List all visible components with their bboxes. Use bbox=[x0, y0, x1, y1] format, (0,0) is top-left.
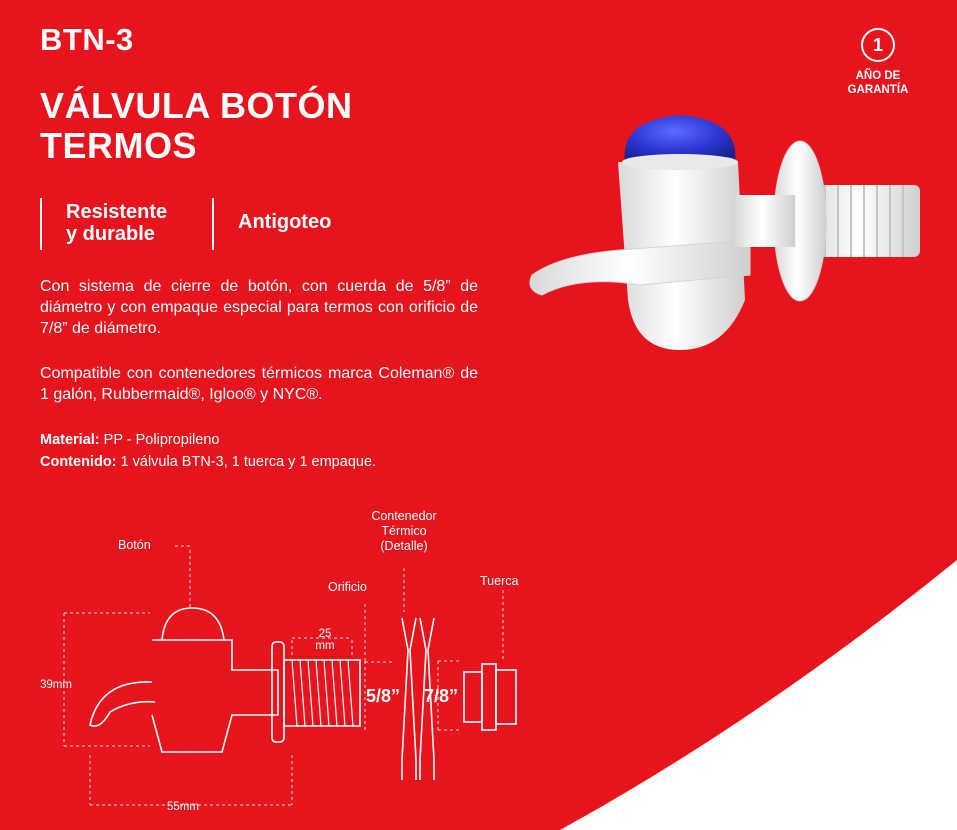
warranty-badge-icon bbox=[861, 28, 895, 62]
product-title bbox=[40, 86, 352, 166]
label-container-line-3: (Detalle) bbox=[380, 539, 428, 553]
feature-label bbox=[66, 201, 167, 245]
feature-divider bbox=[212, 198, 214, 250]
label-container-line-1: Contenedor bbox=[371, 509, 437, 523]
spec-content bbox=[40, 452, 376, 472]
spec-material-label: Material: bbox=[40, 432, 100, 448]
feature-line-2: y durable bbox=[66, 223, 155, 245]
product-image bbox=[520, 100, 940, 360]
spec-content-label: Contenido: bbox=[40, 454, 117, 470]
warranty-line-2: GARANTÍA bbox=[847, 84, 909, 96]
dim-height: 39mm bbox=[40, 679, 72, 691]
model-code: BTN-3 bbox=[40, 22, 134, 57]
spec-material bbox=[40, 430, 219, 450]
label-nut: Tuerca bbox=[480, 574, 519, 588]
feature-divider bbox=[40, 198, 42, 250]
spec-material-value: PP - Polipropileno bbox=[99, 432, 220, 448]
spec-content-value: 1 válvula BTN-3, 1 tuerca y 1 empaque. bbox=[116, 454, 377, 470]
thread-size: 5/8” bbox=[366, 686, 401, 706]
diagram-thread-lines bbox=[292, 660, 353, 726]
dim-width: 55mm bbox=[167, 801, 199, 813]
warranty-line-1: AÑO DE bbox=[855, 70, 901, 82]
diagram-body-outline bbox=[152, 640, 278, 752]
feature-line-1: Resistente bbox=[66, 201, 168, 223]
label-button: Botón bbox=[118, 538, 151, 552]
hole-size: 7/8” bbox=[424, 686, 459, 706]
diagram-nut-outline bbox=[464, 672, 482, 722]
feature-label: Antigoteo bbox=[238, 211, 332, 233]
title-line-1: VÁLVULA BOTÓN bbox=[40, 85, 353, 126]
description-paragraph-1: Con sistema de cierre de botón, con cuerda de 5/8” de diámetro y con empaque especial para termos con orificio de 7/8” de diámetro. bbox=[40, 278, 478, 337]
warranty-years: 1 bbox=[872, 34, 883, 55]
diagram-container-wall bbox=[402, 618, 416, 780]
diagram-spout-outline bbox=[90, 682, 155, 726]
label-hole: Orificio bbox=[328, 580, 367, 594]
description-paragraph-2: Compatible con contenedores térmicos marca Coleman® de 1 galón, Rubbermaid®, Igloo® y NYC®. bbox=[40, 365, 478, 403]
label-container-line-2: Térmico bbox=[381, 524, 427, 538]
warranty-badge bbox=[838, 28, 918, 97]
dim-thread-value: 25 bbox=[318, 628, 332, 640]
dim-thread-length bbox=[309, 628, 341, 652]
warranty-label bbox=[838, 69, 918, 97]
dim-thread-unit: mm bbox=[315, 640, 335, 652]
diagram-button-outline bbox=[162, 608, 224, 640]
title-line-2: TERMOS bbox=[40, 125, 198, 166]
label-container bbox=[352, 509, 456, 554]
